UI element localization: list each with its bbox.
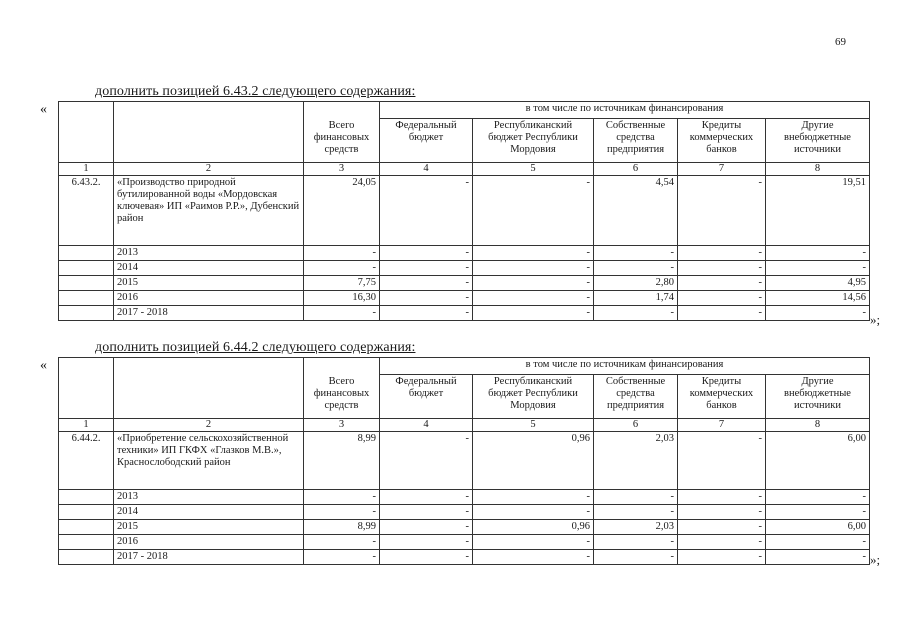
value-cell: 6,00 (766, 520, 870, 535)
year-label: 2013 (114, 490, 304, 505)
value-cell: - (304, 261, 380, 276)
project-code: 6.44.2. (59, 432, 114, 490)
col-number: 4 (380, 419, 473, 432)
value-cell: - (304, 550, 380, 565)
value-cell: - (380, 276, 473, 291)
col-number: 7 (678, 163, 766, 176)
value-cell: - (678, 246, 766, 261)
col-number: 1 (59, 163, 114, 176)
header-cell-empty (304, 358, 380, 375)
value-cell: - (473, 306, 594, 321)
value-cell: 7,75 (304, 276, 380, 291)
value-cell: - (678, 276, 766, 291)
year-row (59, 306, 870, 321)
value-cell: - (594, 261, 678, 276)
value-cell: 8,99 (304, 520, 380, 535)
header-group-financing: в том числе по источникам финансирования (380, 102, 870, 119)
value-cell: - (594, 246, 678, 261)
financing-table (58, 101, 870, 321)
header-cell-empty (59, 358, 114, 419)
col-number: 7 (678, 419, 766, 432)
header-credits: Кредиты коммерческих банков (678, 119, 766, 163)
section-intro: дополнить позицией 6.44.2 следующего содержания: (95, 340, 416, 355)
value-cell: - (380, 291, 473, 306)
col-number: 1 (59, 419, 114, 432)
value-cell: - (766, 505, 870, 520)
value-cell: - (594, 505, 678, 520)
value-cell: - (766, 490, 870, 505)
value-cell: - (304, 246, 380, 261)
value-cell: - (594, 535, 678, 550)
year-label: 2015 (114, 520, 304, 535)
value-cell: 1,74 (594, 291, 678, 306)
header-own: Собственные средства предприятия (594, 119, 678, 163)
value-cell: - (380, 550, 473, 565)
open-quote: « (40, 102, 47, 117)
value-cell: - (304, 535, 380, 550)
value-cell: - (304, 490, 380, 505)
header-own: Собственные средства предприятия (594, 375, 678, 419)
header-cell-empty (114, 102, 304, 163)
col-number: 3 (304, 419, 380, 432)
col-number: 5 (473, 419, 594, 432)
value-cell: - (380, 261, 473, 276)
value-cell: 16,30 (304, 291, 380, 306)
value-cell: - (380, 535, 473, 550)
header-credits: Кредиты коммерческих банков (678, 375, 766, 419)
header-total: Всего финансовых средств (304, 375, 380, 419)
col-number: 6 (594, 419, 678, 432)
value-cell: - (594, 490, 678, 505)
value-cell: - (380, 490, 473, 505)
header-other: Другие внебюджетные источники (766, 119, 870, 163)
header-republic: Республиканский бюджет Республики Мордовия (473, 119, 594, 163)
value-cell: - (594, 306, 678, 321)
header-cell-empty (304, 102, 380, 119)
year-label: 2013 (114, 246, 304, 261)
value-cell: - (766, 246, 870, 261)
value-cell: - (766, 550, 870, 565)
value-cell: 0,96 (473, 520, 594, 535)
value-cell: - (380, 246, 473, 261)
header-federal: Федеральный бюджет (380, 375, 473, 419)
year-row (59, 550, 870, 565)
col-number: 6 (594, 163, 678, 176)
header-cell-empty (114, 358, 304, 419)
value-cell: 2,03 (594, 520, 678, 535)
project-row (59, 432, 870, 490)
header-other: Другие внебюджетные источники (766, 375, 870, 419)
value-other: 6,00 (766, 432, 870, 490)
value-cell: - (678, 490, 766, 505)
value-cell: - (678, 306, 766, 321)
financing-table (58, 357, 870, 565)
value-cell: - (473, 276, 594, 291)
year-label: 2015 (114, 276, 304, 291)
year-row (59, 291, 870, 306)
value-own: 4,54 (594, 176, 678, 246)
open-quote: « (40, 358, 47, 373)
header-total: Всего финансовых средств (304, 119, 380, 163)
col-number: 8 (766, 419, 870, 432)
value-cell: 2,80 (594, 276, 678, 291)
year-label: 2017 - 2018 (114, 550, 304, 565)
year-row (59, 246, 870, 261)
value-total: 8,99 (304, 432, 380, 490)
value-own: 2,03 (594, 432, 678, 490)
value-cell: - (473, 261, 594, 276)
year-row (59, 490, 870, 505)
value-cell: - (304, 505, 380, 520)
col-number: 4 (380, 163, 473, 176)
value-cell: - (380, 505, 473, 520)
col-number: 2 (114, 419, 304, 432)
value-cell: - (473, 535, 594, 550)
page-number: 69 (835, 36, 846, 48)
year-row (59, 535, 870, 550)
value-cell: 4,95 (766, 276, 870, 291)
value-cell: - (766, 306, 870, 321)
project-name: «Приобретение сельскохозяйственной техники» ИП ГКФХ «Глазков М.В.», Краснослободский район (114, 432, 304, 490)
value-credits: - (678, 432, 766, 490)
value-other: 19,51 (766, 176, 870, 246)
value-cell: - (473, 291, 594, 306)
project-row (59, 176, 870, 246)
value-cell: - (678, 535, 766, 550)
value-cell: - (766, 535, 870, 550)
value-cell: - (766, 261, 870, 276)
value-federal: - (380, 176, 473, 246)
year-label: 2014 (114, 505, 304, 520)
value-cell: - (380, 520, 473, 535)
value-cell: - (594, 550, 678, 565)
value-cell: - (304, 306, 380, 321)
year-label: 2016 (114, 291, 304, 306)
value-cell: - (678, 550, 766, 565)
value-cell: - (380, 306, 473, 321)
header-republic: Республиканский бюджет Республики Мордовия (473, 375, 594, 419)
value-federal: - (380, 432, 473, 490)
close-quote: »; (870, 552, 881, 567)
header-group-financing: в том числе по источникам финансирования (380, 358, 870, 375)
year-label: 2017 - 2018 (114, 306, 304, 321)
header-federal: Федеральный бюджет (380, 119, 473, 163)
project-code: 6.43.2. (59, 176, 114, 246)
value-cell: - (678, 520, 766, 535)
close-quote: »; (870, 312, 881, 327)
col-number: 3 (304, 163, 380, 176)
value-cell: - (473, 505, 594, 520)
project-name: «Производство природной бутилированной воды «Мордовская ключевая» ИП «Раимов Р.Р.», Дубенский район (114, 176, 304, 246)
section-intro: дополнить позицией 6.43.2 следующего содержания: (95, 84, 416, 99)
year-row (59, 520, 870, 535)
col-number: 5 (473, 163, 594, 176)
col-number: 8 (766, 163, 870, 176)
year-label: 2014 (114, 261, 304, 276)
value-republic: - (473, 176, 594, 246)
value-cell: 14,56 (766, 291, 870, 306)
value-total: 24,05 (304, 176, 380, 246)
value-cell: - (473, 246, 594, 261)
value-cell: - (678, 291, 766, 306)
value-cell: - (678, 505, 766, 520)
year-row (59, 505, 870, 520)
year-row (59, 276, 870, 291)
value-cell: - (473, 550, 594, 565)
value-republic: 0,96 (473, 432, 594, 490)
header-cell-empty (59, 102, 114, 163)
year-row (59, 261, 870, 276)
value-cell: - (473, 490, 594, 505)
value-cell: - (678, 261, 766, 276)
value-credits: - (678, 176, 766, 246)
year-label: 2016 (114, 535, 304, 550)
col-number: 2 (114, 163, 304, 176)
